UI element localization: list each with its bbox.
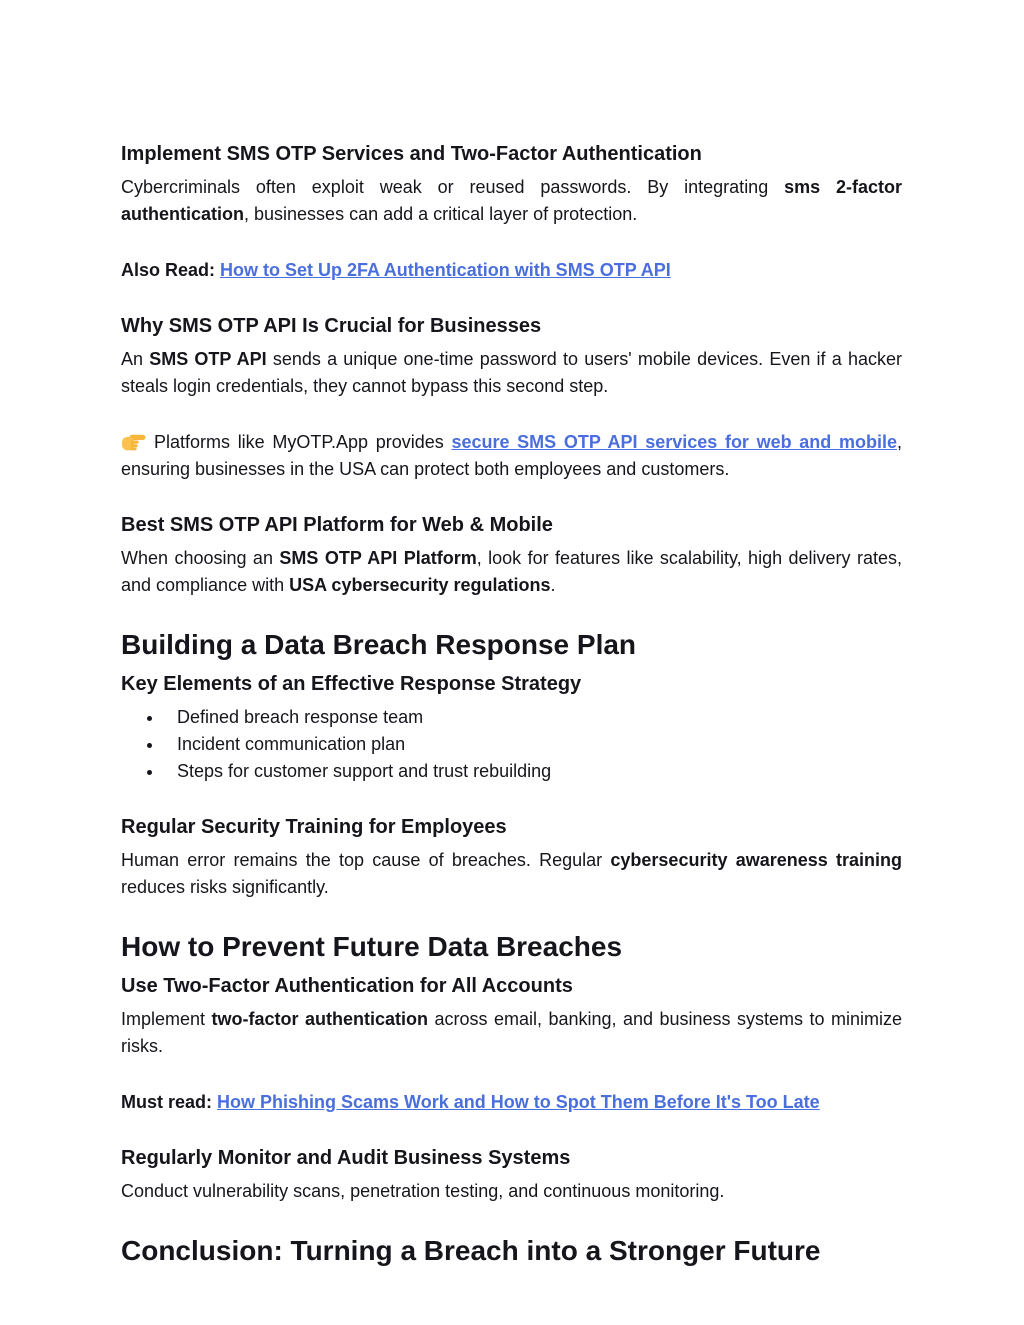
heading-key-elements: Key Elements of an Effective Response Strategy [121,673,582,695]
response-strategy-list [121,704,902,785]
text-run: across email, banking, and business systems to minimize risks. [121,1009,902,1056]
secure-sms-otp-link[interactable]: secure SMS OTP API services for web and mobile [451,432,897,452]
text-run: When choosing an [121,548,280,568]
text-run: Cybercriminals often exploit weak or reused passwords. By integrating [121,177,785,197]
must-read-link[interactable]: How Phishing Scams Work and How to Spot Them Before It's Too Late [217,1092,820,1112]
text-run: Also Read: [121,260,221,280]
list-item: • Defined breach response team [164,704,902,731]
text-run: SMS OTP API Platform [279,548,477,568]
text-run: sends a unique one-time password to users' mobile devices. Even if a hacker steals login credentials, they cannot bypass this second step. [121,349,902,396]
paragraph-vulnerability-scans: Conduct vulnerability scans, penetration testing, and continuous monitoring. [121,1181,725,1201]
text-run: cybersecurity awareness training [610,850,903,870]
text-run: An [121,349,150,369]
text-run: reduces risks significantly. [121,877,329,897]
heading-why-sms-otp-crucial: Why SMS OTP API Is Crucial for Businesses [121,315,542,337]
text-run: Must read: [121,1092,218,1112]
text-run: . [550,575,556,595]
text-run: USA cybersecurity regulations [289,575,551,595]
text-run: , businesses can add a critical layer of protection. [244,204,638,224]
text-run: , look for features like scalability, high delivery rates, and compliance with [121,548,902,595]
list-item: • Incident communication plan [164,731,902,758]
text-run: SMS OTP API [149,349,267,369]
paragraph-sms-otp-api [121,346,902,400]
text-run: two-factor authentication [211,1009,428,1029]
heading-implement-sms-otp: Implement SMS OTP Services and Two-Factor Authentication [121,143,702,165]
paragraph-human-error [121,847,902,901]
also-read-link[interactable]: How to Set Up 2FA Authentication with SMS OTP API [220,260,671,280]
heading-best-platform: Best SMS OTP API Platform for Web & Mobile [121,514,553,536]
text-run: Implement [121,1009,212,1029]
paragraph-cybercriminals [121,174,902,228]
heading-conclusion: Conclusion: Turning a Breach into a Stronger Future [121,1235,821,1266]
paragraph-choosing-platform [121,545,902,599]
text-run: , ensuring businesses in the USA can protect both employees and customers. [121,432,902,479]
paragraph-runs [121,432,902,479]
text-run: Platforms like MyOTP.App provides [154,432,452,452]
text-run: sms 2-factor authentication [121,177,903,224]
heading-building-response-plan: Building a Data Breach Response Plan [121,629,637,660]
pointing-right-icon [121,432,146,451]
heading-use-2fa: Use Two-Factor Authentication for All Accounts [121,975,573,997]
paragraph-implement-2fa [121,1006,902,1060]
heading-security-training: Regular Security Training for Employees [121,816,507,838]
heading-prevent-breaches: How to Prevent Future Data Breaches [121,931,623,962]
paragraph-platforms-myotp [121,429,902,483]
text-run: Human error remains the top cause of breaches. Regular [121,850,611,870]
heading-monitor-audit: Regularly Monitor and Audit Business Systems [121,1147,571,1169]
also-read-line [121,257,902,284]
list-item: • Steps for customer support and trust rebuilding [164,758,902,785]
must-read-line [121,1089,902,1116]
